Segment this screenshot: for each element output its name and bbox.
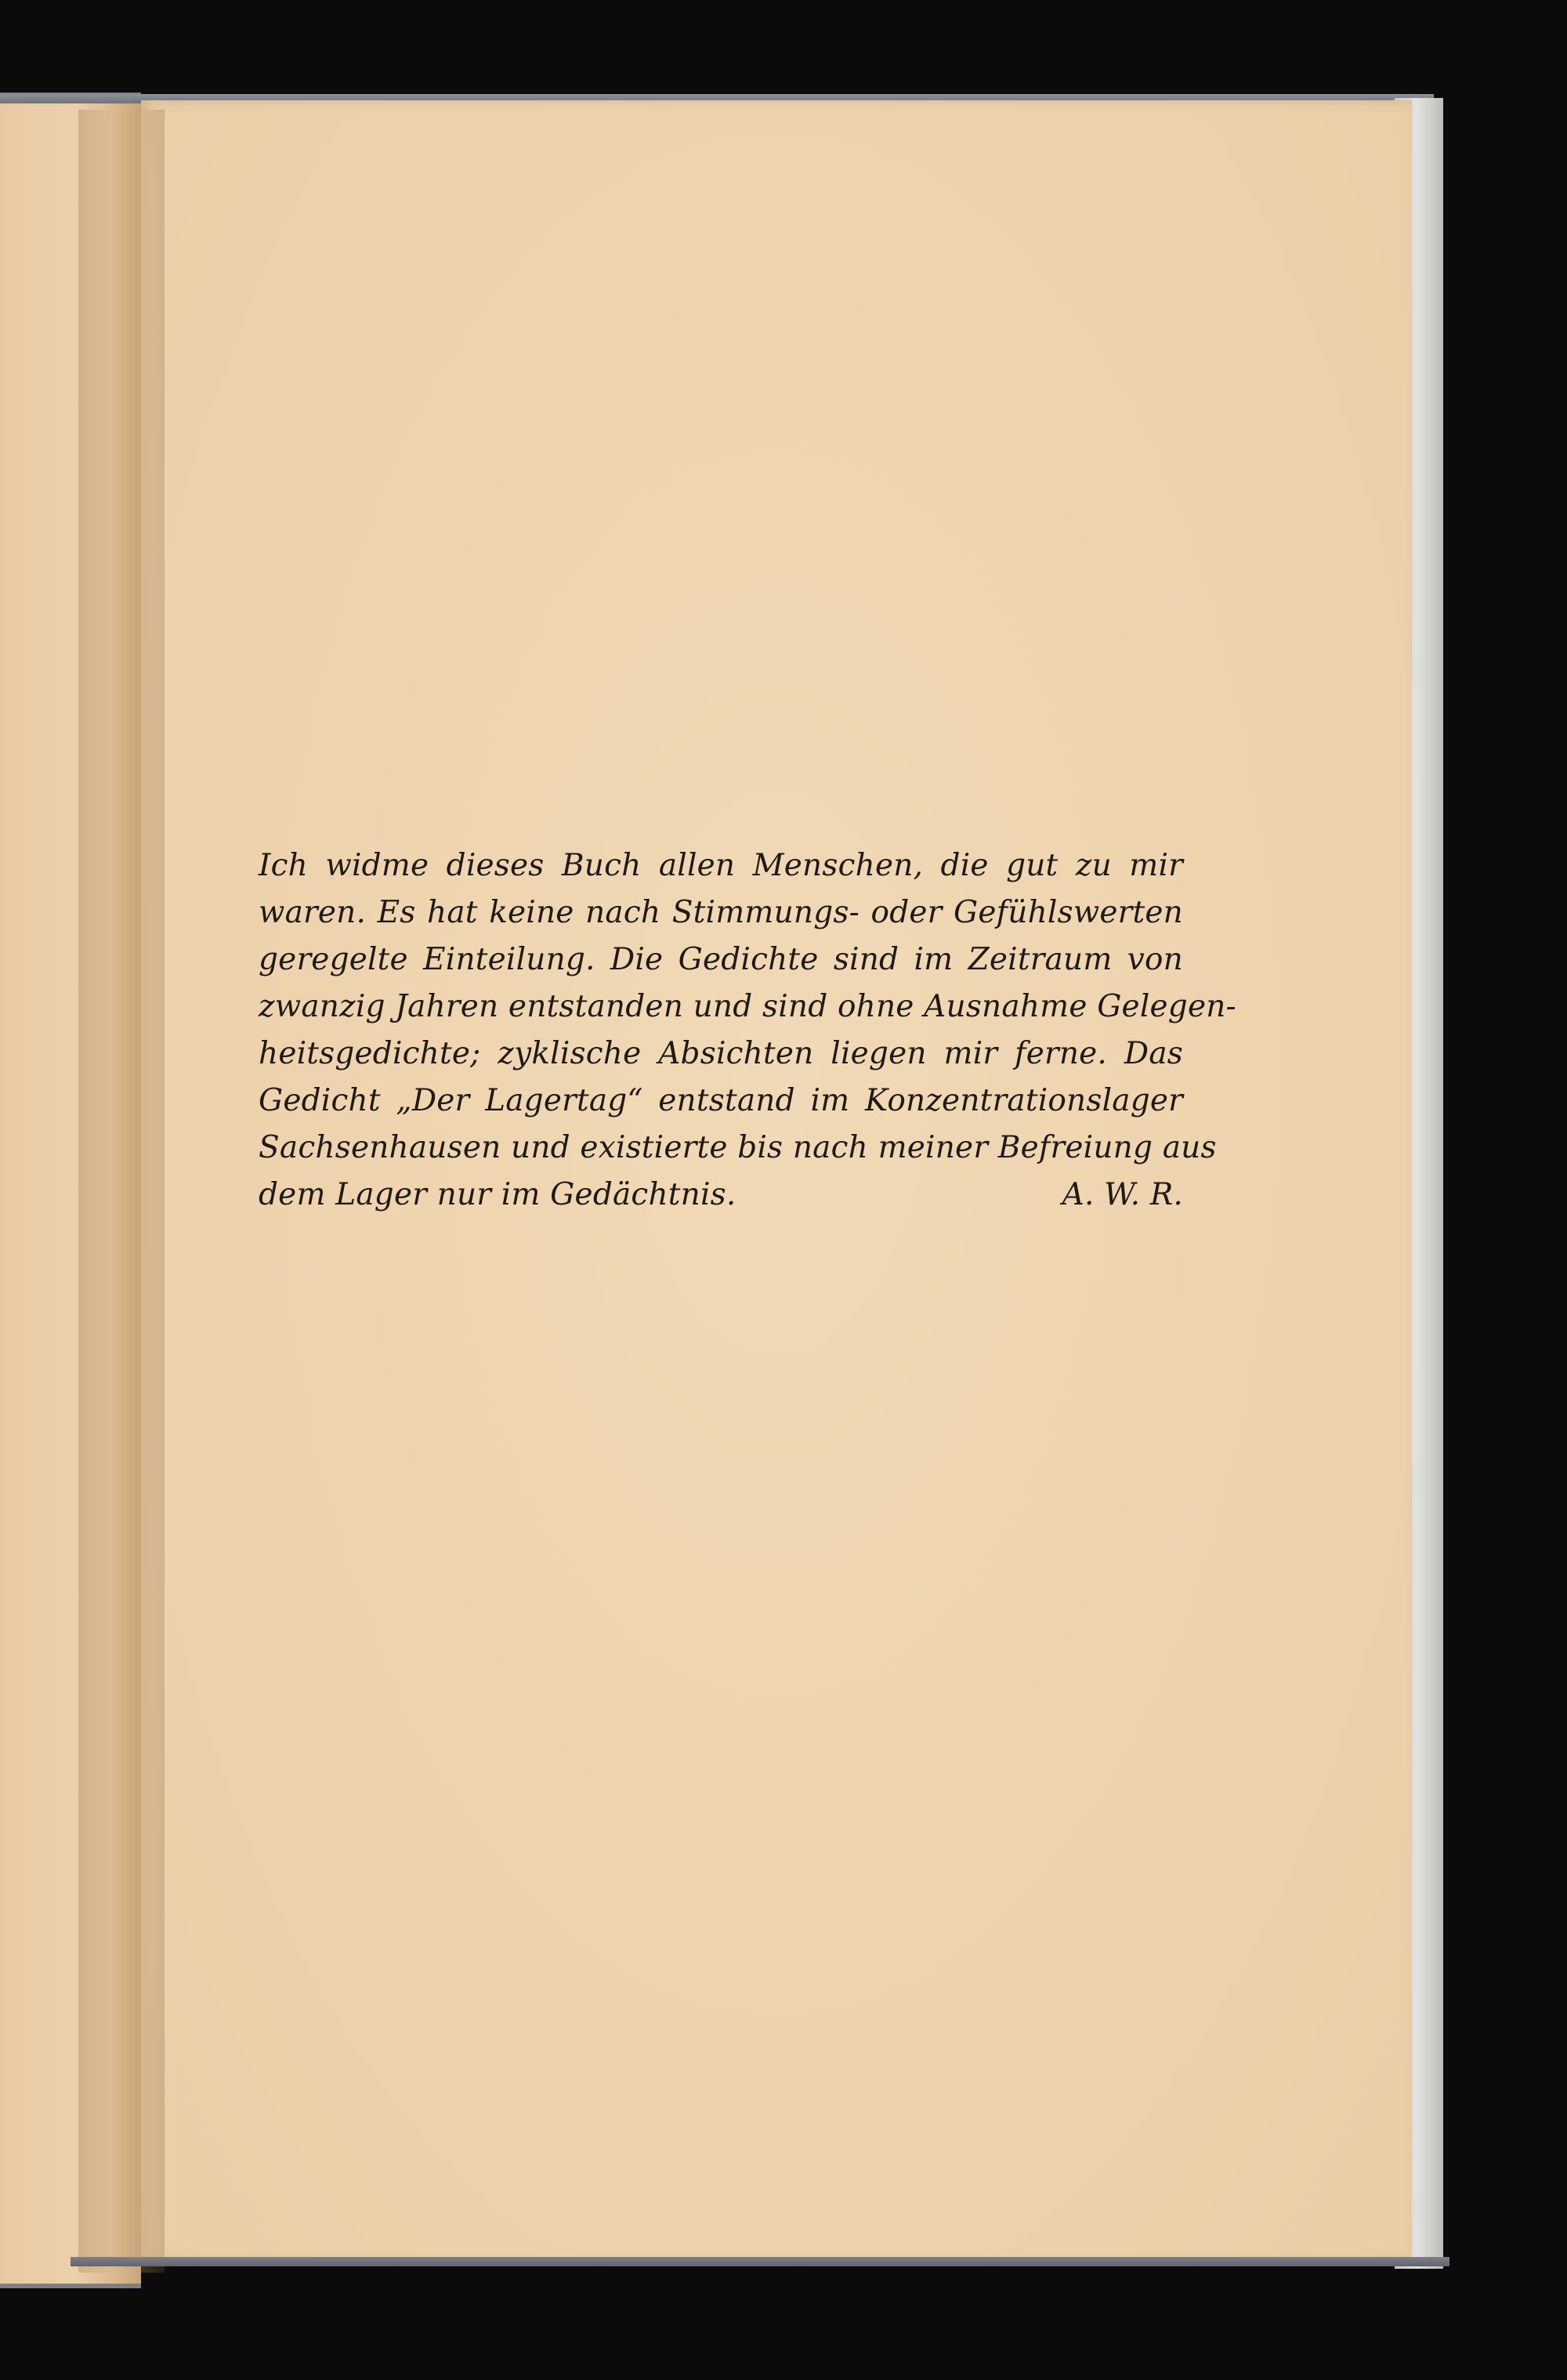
dedication-final-line: [259, 1172, 1183, 1219]
cover-bottom-edge: [71, 2257, 1449, 2266]
dedication-line-5: heitsgedichte; zyklische Absichten liegen mir ferne. Das: [259, 1036, 1183, 1071]
author-initials: A. W. R.: [1062, 1177, 1183, 1212]
dedication-line-6: Gedicht „Der Lagertag“ entstand im Konzentrationslager: [259, 1083, 1183, 1118]
gutter-shadow: [78, 110, 165, 2273]
dedication-line-7: Sachsenhausen und existierte bis nach meiner Befreiung aus: [259, 1130, 1217, 1165]
dedication-line-2: waren. Es hat keine nach Stimmungs- oder Gefühlswerten: [259, 895, 1183, 930]
dedication-line-1: Ich widme dieses Buch allen Menschen, die gut zu mir: [259, 848, 1183, 883]
dedication-text: [259, 842, 1236, 1219]
dedication-line-4: zwanzig Jahren entstanden und sind ohne Ausnahme Gelegen-: [259, 989, 1236, 1024]
dedication-line-3: geregelte Einteilung. Die Gedichte sind im Zeitraum von: [259, 942, 1183, 977]
dedication-line-8: dem Lager nur im Gedächtnis.: [259, 1177, 736, 1212]
